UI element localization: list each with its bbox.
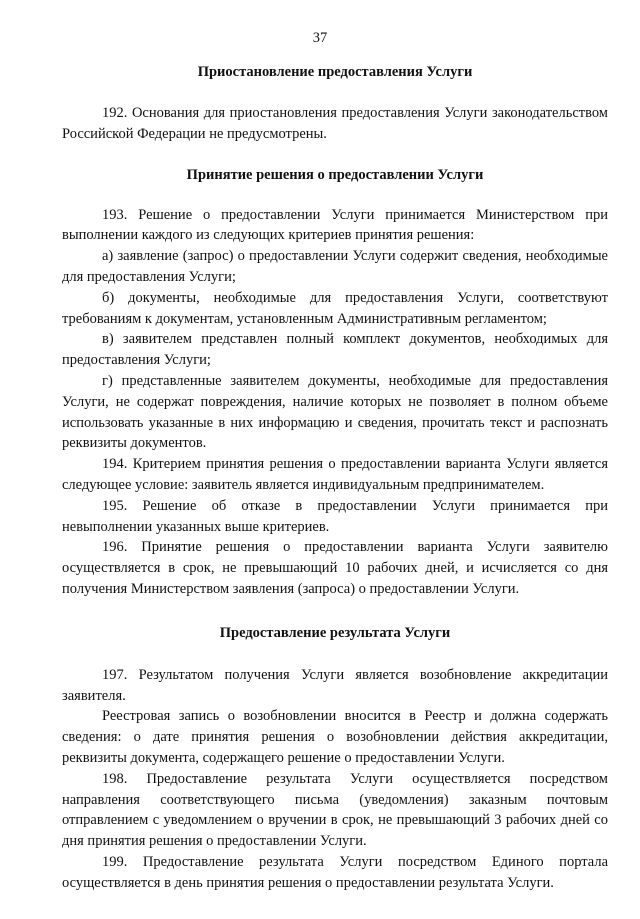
section-title-result: Предоставление результата Услуги <box>219 624 451 641</box>
paragraph-193: 193. Решение о предоставлении Услуги принимается Министерством при выполнении каждого из следующих критериев принятия решения: <box>62 206 608 244</box>
paragraph-196: 196. Принятие решения о предоставлении варианта Услуги заявителю осуществляется в срок, не превышающий 10 рабочих дней, и исчисляется со дня получения Министерством заявления (запроса) о предоставлении Услуги. <box>62 539 608 597</box>
paragraph-197: 197. Результатом получения Услуги является возобновление аккредитации заявителя. <box>62 666 608 704</box>
paragraph-195: 195. Решение об отказе в предоставлении Услуги принимается при невыполнении указанных выше критериев. <box>62 497 608 535</box>
document-body <box>62 62 608 894</box>
paragraph-198: 198. Предоставление результата Услуги осуществляется посредством направления соответствующего письма (уведомления) заказным почтовым отправлением с уведомлением о вручении в срок, не превышающий 3 рабочих дней со дня принятия решения о предоставлении Услуги. <box>62 770 608 850</box>
paragraph-194: 194. Критерием принятия решения о предоставлении варианта Услуги является следующее условие: заявитель является индивидуальным предпринимателем. <box>62 456 608 493</box>
section-title-decision: Принятие решения о предоставлении Услуги <box>186 166 484 183</box>
paragraph-193-b: б) документы, необходимые для предоставления Услуги, соответствуют требованиям к документам, установленным Административным регламентом; <box>62 289 608 327</box>
paragraph-192: 192. Основания для приостановления предоставления Услуги законодательством Российской Федерации не предусмотрены. <box>62 105 608 142</box>
paragraph-193-g: г) представленные заявителем документы, необходимые для предоставления Услуги, не содержат повреждения, наличие которых не позволяет в полном объеме использовать указанные в них информацию и сведения, прочитать текст и распознать реквизиты документов. <box>62 372 608 452</box>
paragraph-199: 199. Предоставление результата Услуги посредством Единого портала осуществляется в день принятия решения о предоставлении результата Услуги. <box>62 853 608 891</box>
section-title-suspension: Приостановление предоставления Услуги <box>197 64 473 80</box>
paragraph-registry-entry: Реестровая запись о возобновлении вносится в Реестр и должна содержать сведения: о дате принятия решения о возобновлении действия аккредитации, реквизиты документа, содержащего решение о предоставлении Услуги. <box>62 708 608 766</box>
page-number: 37 <box>312 30 328 46</box>
paragraph-193-v: в) заявителем представлен полный комплект документов, необходимых для предоставления Услуги; <box>62 331 608 369</box>
paragraph-193-a: а) заявление (запрос) о предоставлении Услуги содержит сведения, необходимые для предоставления Услуги; <box>62 248 608 285</box>
